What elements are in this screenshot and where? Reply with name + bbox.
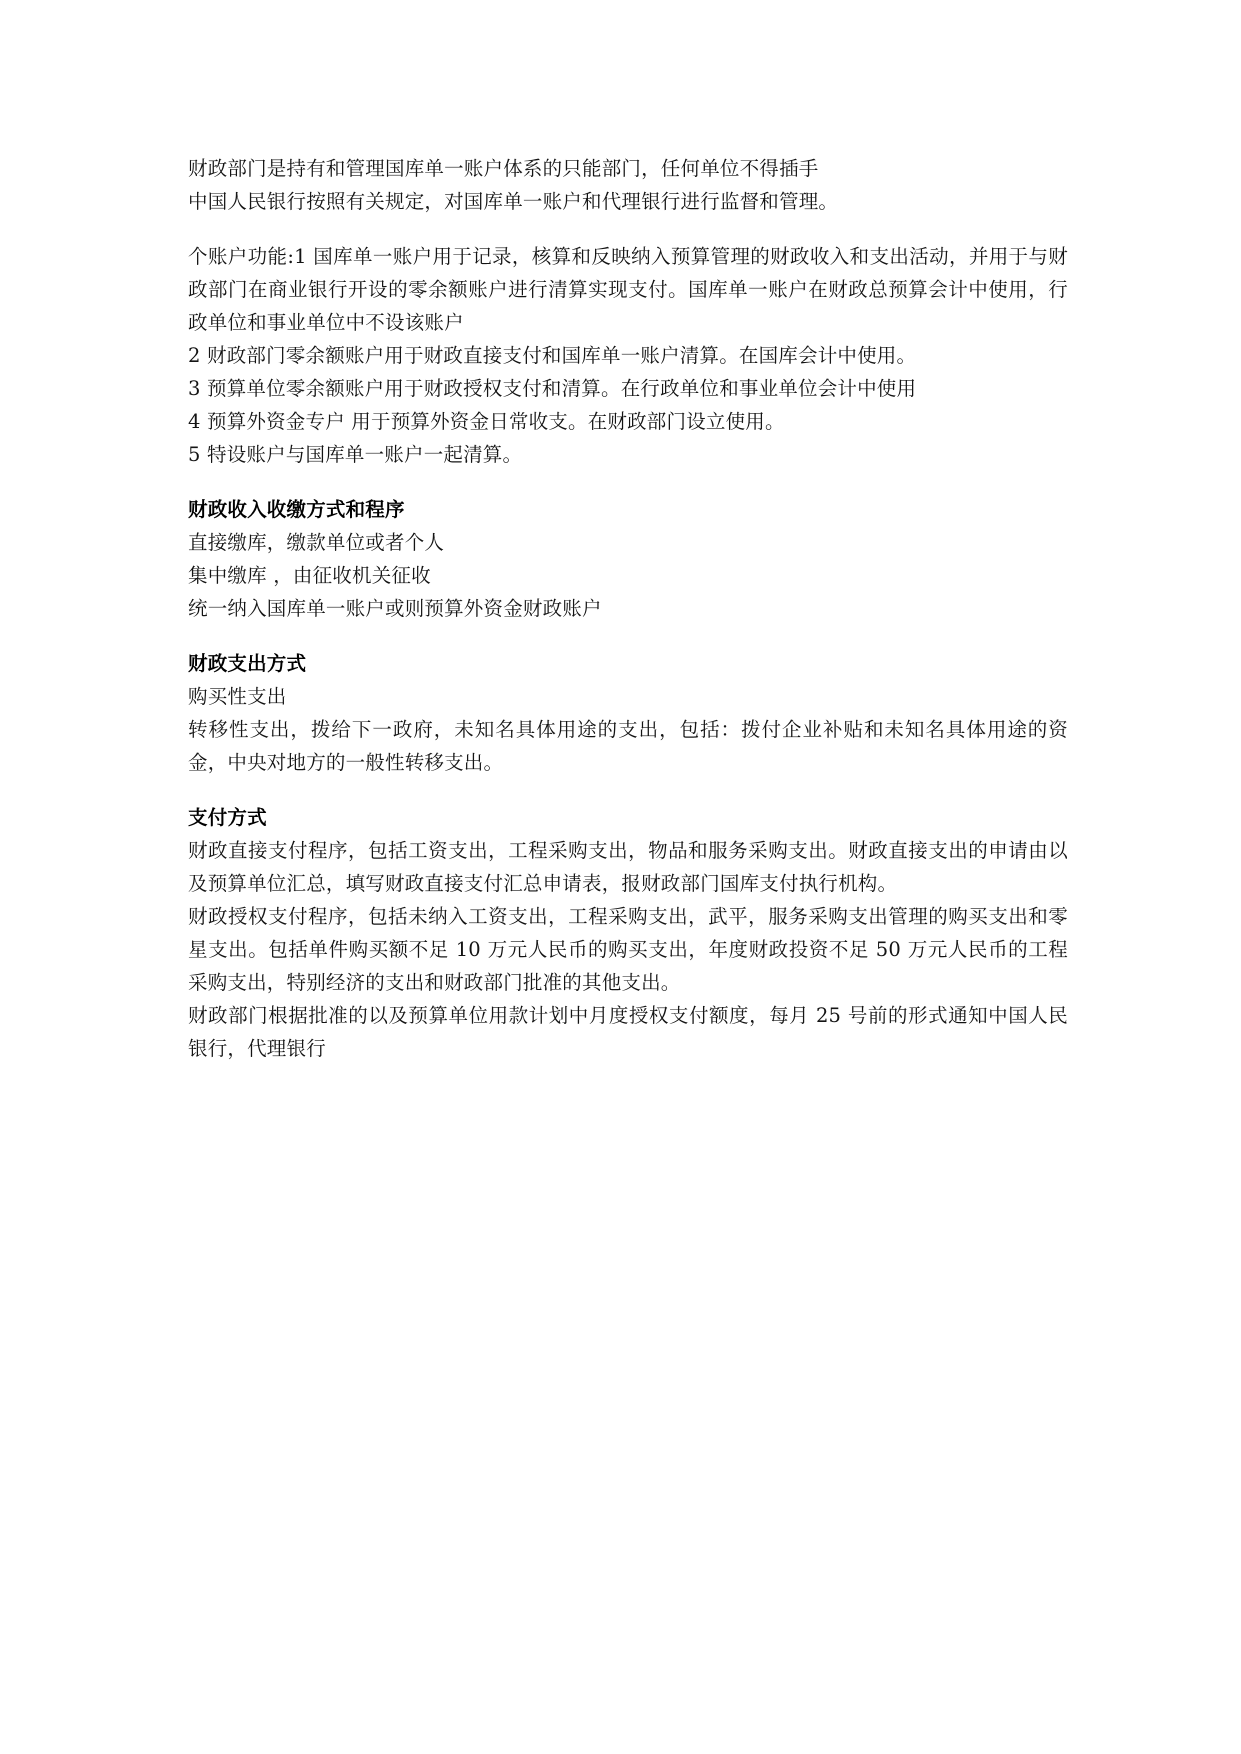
account-function-item-5: 5 特设账户与国库单一账户一起清算。 bbox=[188, 443, 523, 466]
intro-line-1: 财政部门是持有和管理国库单一账户体系的只能部门，任何单位不得插手 bbox=[188, 157, 819, 180]
expenditure-line-1: 购买性支出 bbox=[188, 685, 287, 708]
spacer bbox=[188, 779, 1068, 801]
spacer bbox=[188, 218, 1068, 240]
account-function-item-4: 4 预算外资金专户 用于预算外资金日常收支。在财政部门设立使用。 bbox=[188, 410, 785, 433]
account-function-item-2: 2 财政部门零余额账户用于财政直接支付和国库单一账户清算。在国库会计中使用。 bbox=[188, 344, 917, 367]
revenue-line-2: 集中缴库 ，由征收机关征收 bbox=[188, 564, 431, 587]
expenditure-heading: 财政支出方式 bbox=[188, 652, 307, 675]
document-page bbox=[188, 152, 1068, 1065]
revenue-heading: 财政收入收缴方式和程序 bbox=[188, 498, 405, 521]
account-function-item-3: 3 预算单位零余额账户用于财政授权支付和清算。在行政单位和事业单位会计中使用 bbox=[188, 377, 917, 400]
payment-heading: 支付方式 bbox=[188, 806, 267, 829]
revenue-line-3: 统一纳入国库单一账户或则预算外资金财政账户 bbox=[188, 597, 602, 620]
spacer bbox=[188, 471, 1068, 493]
account-function-item-1: 个账户功能:1 国库单一账户用于记录，核算和反映纳入预算管理的财政收入和支出活动，并用于与财政部门在商业银行开设的零余额账户进行清算实现支付。国库单一账户在财政总预算会计中使用，行政单位和事业单位中不设该账户 bbox=[188, 245, 1068, 334]
spacer bbox=[188, 625, 1068, 647]
payment-paragraph-3: 财政部门根据批准的以及预算单位用款计划中月度授权支付额度，每月 25 号前的形式通知中国人民银行，代理银行 bbox=[188, 1004, 1068, 1060]
revenue-line-1: 直接缴库，缴款单位或者个人 bbox=[188, 531, 445, 554]
payment-paragraph-1: 财政直接支付程序，包括工资支出，工程采购支出，物品和服务采购支出。财政直接支出的申请由以及预算单位汇总，填写财政直接支付汇总申请表，报财政部门国库支付执行机构。 bbox=[188, 839, 1068, 895]
expenditure-line-2: 转移性支出，拨给下一政府，未知名具体用途的支出，包括：拨付企业补贴和未知名具体用途的资金，中央对地方的一般性转移支出。 bbox=[188, 718, 1068, 774]
intro-line-2: 中国人民银行按照有关规定，对国库单一账户和代理银行进行监督和管理。 bbox=[188, 190, 839, 213]
payment-paragraph-2: 财政授权支付程序，包括未纳入工资支出，工程采购支出，武平，服务采购支出管理的购买支出和零星支出。包括单件购买额不足 10 万元人民币的购买支出，年度财政投资不足 50 万元人民币的工程采购支出，特别经济的支出和财政部门批准的其他支出。 bbox=[188, 905, 1068, 994]
